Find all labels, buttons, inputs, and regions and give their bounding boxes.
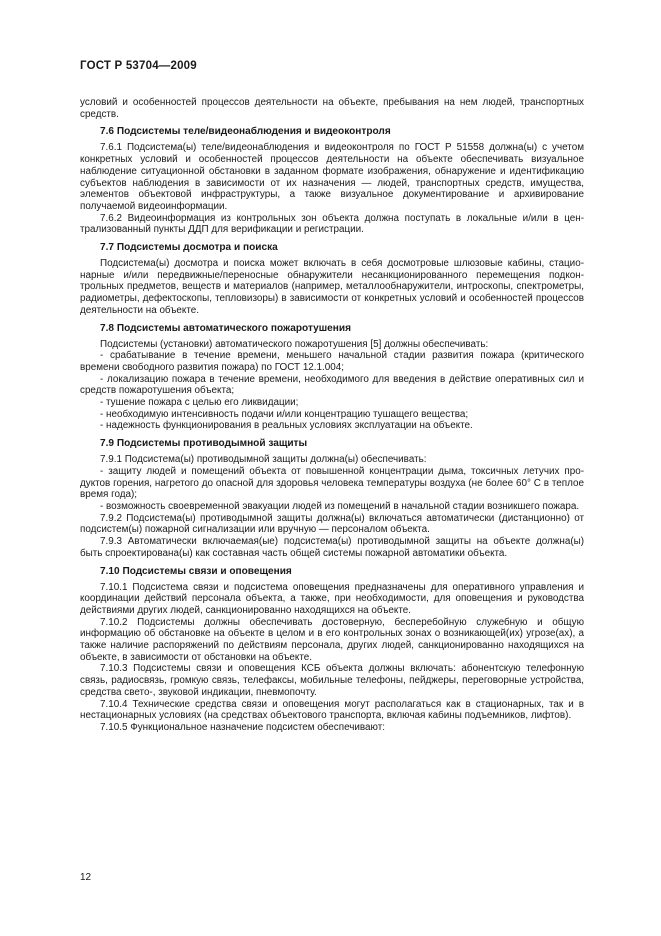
list-item: - необходимую интенсивность подачи и/или концентрацию тушащего вещества; (100, 408, 469, 420)
list-item: - надежность функционирования в реальных условиях эксплуатации на объекте. (100, 420, 473, 432)
paragraph-7-9-1: 7.9.1 Подсистема(ы) противодымной защиты должна(ы) обеспечивать: (100, 454, 427, 466)
list-item: - локализацию пожара в течение времени, необходимого для введения в действие оперативных сил и средств пожаротушения объекта; (80, 373, 584, 397)
intro-paragraph: условий и особенностей процессов деятельности на объекте, пребывания на нем людей, транспортных средств. (80, 97, 584, 120)
section-7-8-title: 7.8 Подсистемы автоматического пожаротушения (100, 322, 351, 334)
section-7-7-title: 7.7 Подсистемы досмотра и поиска (100, 242, 278, 254)
list-item: - защиту людей и помещений объекта от повышенной концентрации дыма, токсичных летучих продуктов горения, нагретого до опасной для здоровья человека температуры воздуха (не более 60° С в теплое время года); (80, 465, 584, 501)
section-7-6-title: 7.6 Подсистемы теле/видеонаблюдения и видеоконтроля (100, 126, 391, 138)
paragraph-7-8: Подсистемы (установки) автоматического пожаротушения [5] должны обеспечивать: (100, 338, 489, 350)
paragraph-7-10-3: 7.10.3 Подсистемы связи и оповещения КСБ объекта должны включать: абонентскую телефонную связь, радиосвязь, громкую связь, телефаксы, мобильные телефоны, пейджеры, переговорные устройства, средства свето-, звуковой индикации, пневмопочту. (80, 663, 584, 698)
document-page (80, 60, 584, 734)
list-item: - тушение пожара с целью его ликвидации; (100, 397, 299, 409)
paragraph-7-9-2: 7.9.2 Подсистема(ы) противодымной защиты должна(ы) включаться автоматически (дистанционно) от подсистем(ы) пожарной сигнализации или вручную — персоналом объекта. (80, 512, 584, 536)
paragraph-7-10-5: 7.10.5 Функциональное назначение подсистем обеспечивают: (100, 721, 385, 733)
list-item: - срабатывание в течение времени, меньшего начальной стадии развития пожара (критического времени свободного развития пожара) по ГОСТ 12.1.004; (80, 350, 584, 373)
paragraph-7-7: Подсистема(ы) досмотра и поиска может включать в себя досмотровые шлюзовые кабины, стационарные и/или передвижные/переносные обнаружители несанкционированного перемещения подконтрольных предметов, веществ и материалов (например, металлообнаружители, интроскопы, спектрометры, радиометры, дефектоскопы, тепловизоры) в зависимости от конкретных условий и особенностей процессов деятельности на объекте. (80, 258, 584, 316)
paragraph-7-9-3: 7.9.3 Автоматически включаемая(ые) подсистема(ы) противодымной защиты на объекте должна(ы) быть спроектирована(ы) как составная часть общей системы пожарной автоматики объекта. (80, 536, 584, 559)
paragraph-7-6-1: 7.6.1 Подсистема(ы) теле/видеонаблюдения и видеоконтроля по ГОСТ Р 51558 должна(ы) с учетом конкретных условий и особенностей процессов деятельности на объекте обеспечивать визуальное наблюдение ситуационной обстановки в заданном формате изображения, обнаружение и идентификацию субъектов наблюдения в зависимости от их назначения — людей, транспортных средств, имущества, элементов объектовой инфраструктуры, а также визуальное документирование и архивирование получаемой видеоинформации. (80, 142, 584, 212)
paragraph-7-10-1: 7.10.1 Подсистема связи и подсистема оповещения предназначены для оперативного управления и координации действий персонала объекта, а также, при необходимости, для оповещения и руководства действиями других людей, санкционированно находящихся на объекте. (80, 581, 584, 616)
list-item: - возможность своевременной эвакуации людей из помещений в начальной стадии возникшего пожара. (100, 500, 580, 512)
paragraph-7-10-4: 7.10.4 Технические средства связи и оповещения могут располагаться как в стационарных, так и в нестационарных условиях (на средствах объектового транспорта, включая кабины подъемников, лифтов). (80, 698, 584, 722)
paragraph-7-10-2: 7.10.2 Подсистемы должны обеспечивать достоверную, бесперебойную служебную и общую информацию об обстановке на объекте в целом и в его контрольных зонах о возникающей(их) угрозе(ах), а также наличие распоряжений по действиям персонала, других людей, санкционированно находящихся на объекте, в зависимости от обстановки на объекте. (80, 616, 584, 663)
section-7-10-title: 7.10 Подсистемы связи и оповещения (100, 565, 292, 577)
section-7-9-title: 7.9 Подсистемы противодымной защиты (100, 438, 308, 450)
document-header: ГОСТ Р 53704—2009 (80, 60, 197, 72)
page-number: 12 (80, 872, 92, 883)
paragraph-7-6-2: 7.6.2 Видеоинформация из контрольных зон объекта должна поступать в локальные и/или в централизованный пункты ДДП для верификации и регистрации. (80, 212, 584, 236)
